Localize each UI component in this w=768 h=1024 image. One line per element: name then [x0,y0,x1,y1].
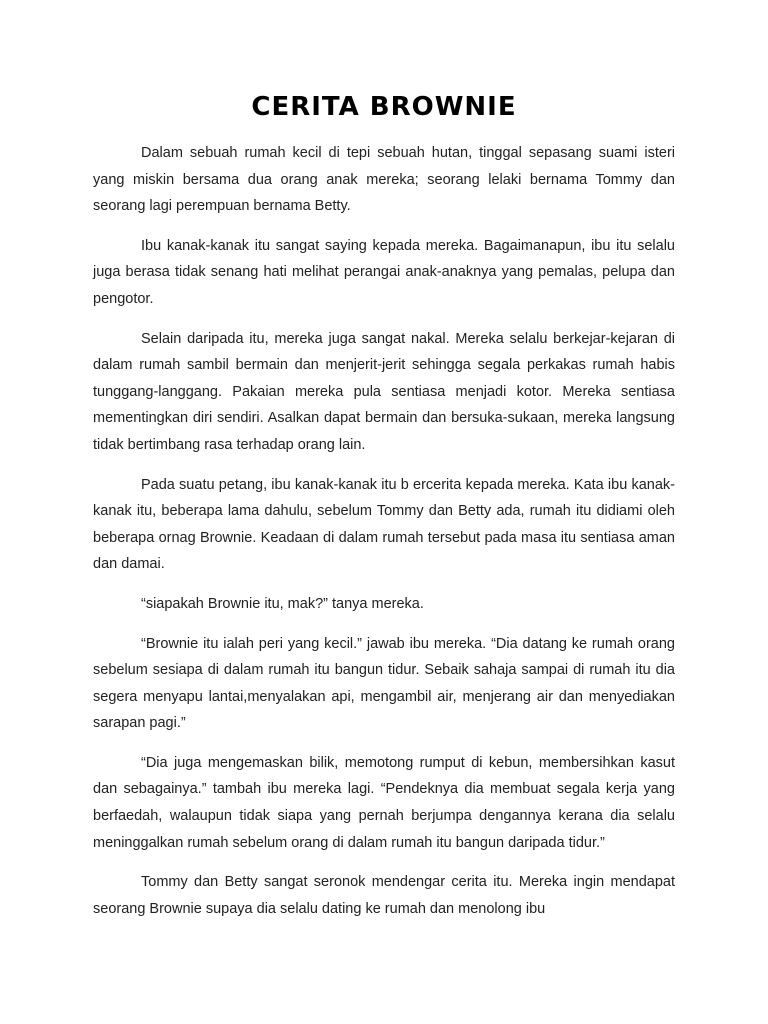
paragraph-7: “Dia juga mengemaskan bilik, memotong rumput di kebun, membersihkan kasut dan sebagainya.” tambah ibu mereka lagi. “Pendeknya dia membuat segala kerja yang berfaedah, walaupun tidak siapa yang pernah berjumpa dengannya kerana dia selalu meninggalkan rumah sebelum orang di dalam rumah itu bangun daripada tidur.” [93,754,675,851]
paragraph-2: Ibu kanak-kanak itu sangat saying kepada mereka. Bagaimanapun, ibu itu selalu juga berasa tidak senang hati melihat perangai anak-anaknya yang pemalas, pelupa dan pengotor. [93,237,675,307]
paragraph-6: “Brownie itu ialah peri yang kecil.” jawab ibu mereka. “Dia datang ke rumah orang sebelum sesiapa di dalam rumah itu bangun tidur. Sebaik sahaja sampai di rumah itu dia segera menyapu lantai,menyalakan api, mengambil air, menjerang air dan menyediakan sarapan pagi.” [93,635,675,732]
document-body [93,140,675,935]
document-title: CERITA BROWNIE [251,92,517,122]
paragraph-8: Tommy dan Betty sangat seronok mendengar cerita itu. Mereka ingin mendapat seorang Brownie supaya dia selalu dating ke rumah dan menolong ibu [93,874,675,917]
paragraph-1: Dalam sebuah rumah kecil di tepi sebuah hutan, tinggal sepasang suami isteri yang miskin bersama dua orang anak mereka; seorang lelaki bernama Tommy dan seorang lagi perempuan bernama Betty. [93,145,675,215]
paragraph-5: “siapakah Brownie itu, mak?” tanya mereka. [141,595,424,612]
paragraph-3: Selain daripada itu, mereka juga sangat nakal. Mereka selalu berkejar-kejaran di dalam rumah sambil bermain dan menjerit-jerit sehingga segala perkakas rumah habis tunggang-langgang. Pakaian mereka pula sentiasa menjadi kotor. Mereka sentiasa mementingkan diri sendiri. Asalkan dapat bermain dan bersuka-sukaan, mereka langsung tidak bertimbang rasa terhadap orang lain. [93,330,675,453]
paragraph-4: Pada suatu petang, ibu kanak-kanak itu b ercerita kepada mereka. Kata ibu kanak-kanak itu, beberapa lama dahulu, sebelum Tommy dan Betty ada, rumah itu didiami oleh beberapa ornag Brownie. Keadaan di dalam rumah tersebut pada masa itu sentiasa aman dan damai. [93,476,675,573]
